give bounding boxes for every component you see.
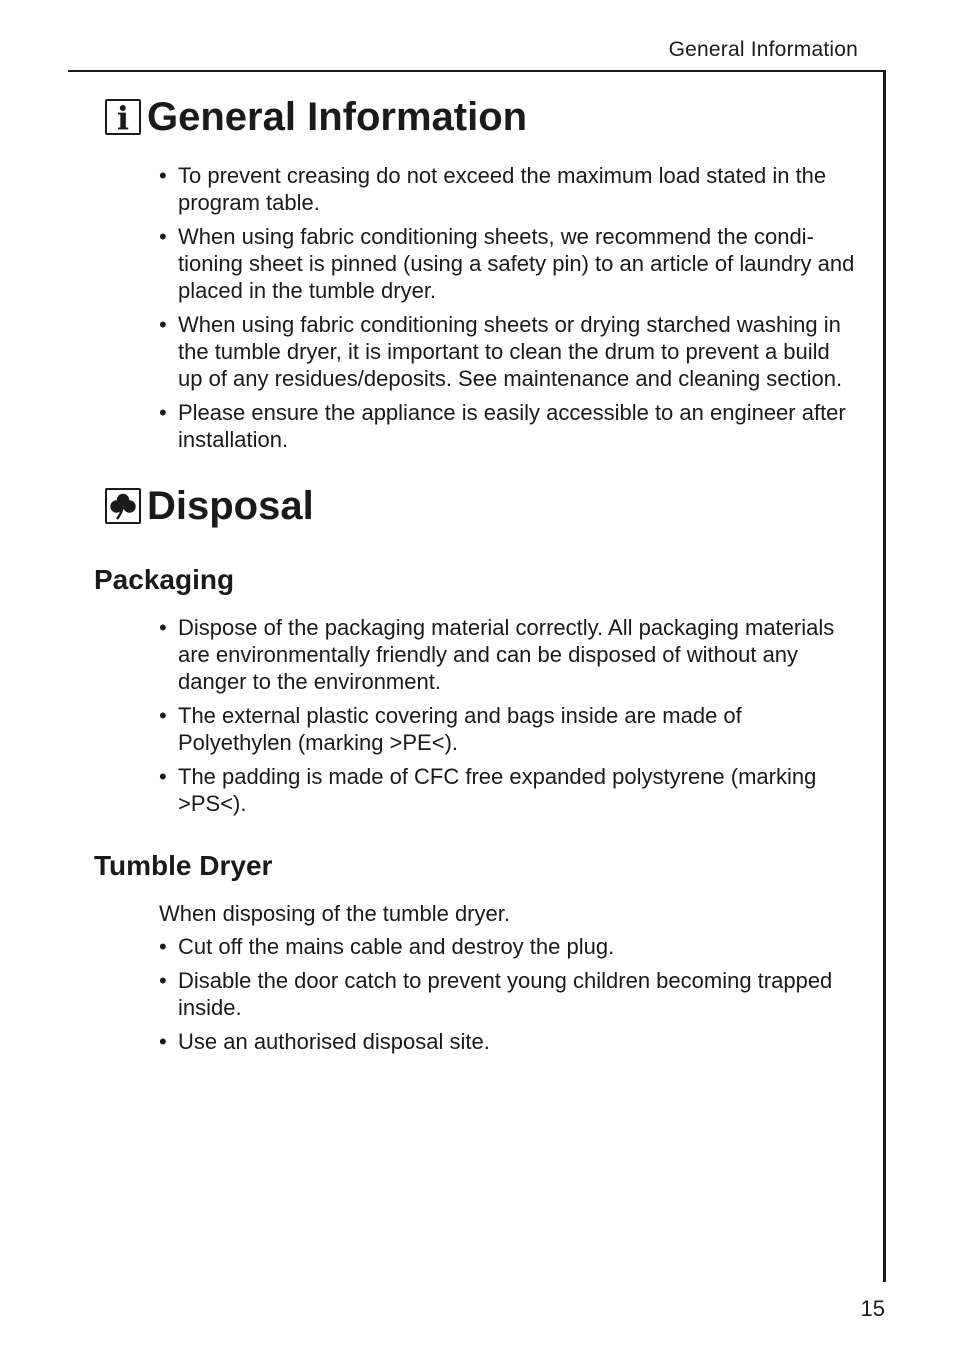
list-item: • Disable the door catch to prevent young children becoming trapped inside. [159, 967, 859, 1021]
list-item: • The external plastic covering and bags inside are made of Polyethylen (marking >PE<). [159, 702, 859, 756]
disposal-heading [105, 486, 314, 526]
list-item: • The padding is made of CFC free expanded polystyrene (marking >PS<). [159, 763, 859, 817]
general-information-title: General Information [147, 95, 528, 139]
clover-icon [105, 488, 141, 524]
margin-rule [883, 70, 886, 1282]
list-item: • To prevent creasing do not exceed the maximum load stated in the program table. [159, 162, 859, 216]
list-item: • Dispose of the packaging material correctly. All packaging materials are environmentally friendly and can be disposed of without any danger to the environment. [159, 614, 859, 695]
packaging-list [159, 614, 859, 824]
disposal-title: Disposal [147, 484, 314, 528]
list-item: • Cut off the mains cable and destroy the plug. [159, 933, 859, 960]
packaging-heading: Packaging [94, 564, 235, 595]
running-header: General Information [668, 38, 858, 61]
header-rule [68, 70, 886, 72]
list-item: • When using fabric conditioning sheets or drying starched washing in the tumble dryer, it is important to clean the drum to prevent a build up of any residues/deposits. See maintenance and cleaning section. [159, 311, 859, 392]
general-information-list [159, 162, 859, 460]
tumble-dryer-heading: Tumble Dryer [94, 850, 273, 881]
page-number: 15 [860, 1296, 885, 1321]
list-item: • Use an authorised disposal site. [159, 1028, 859, 1055]
general-information-heading [105, 97, 527, 137]
tumble-dryer-intro: When disposing of the tumble dryer. [159, 901, 510, 926]
tumble-dryer-list [159, 933, 859, 1062]
list-item: • Please ensure the appliance is easily accessible to an engineer after installation. [159, 399, 859, 453]
list-item: • When using fabric conditioning sheets, we recommend the condi-tioning sheet is pinned (using a safety pin) to an article of laundry and placed in the tumble dryer. [159, 223, 859, 304]
info-icon: i [105, 99, 141, 135]
